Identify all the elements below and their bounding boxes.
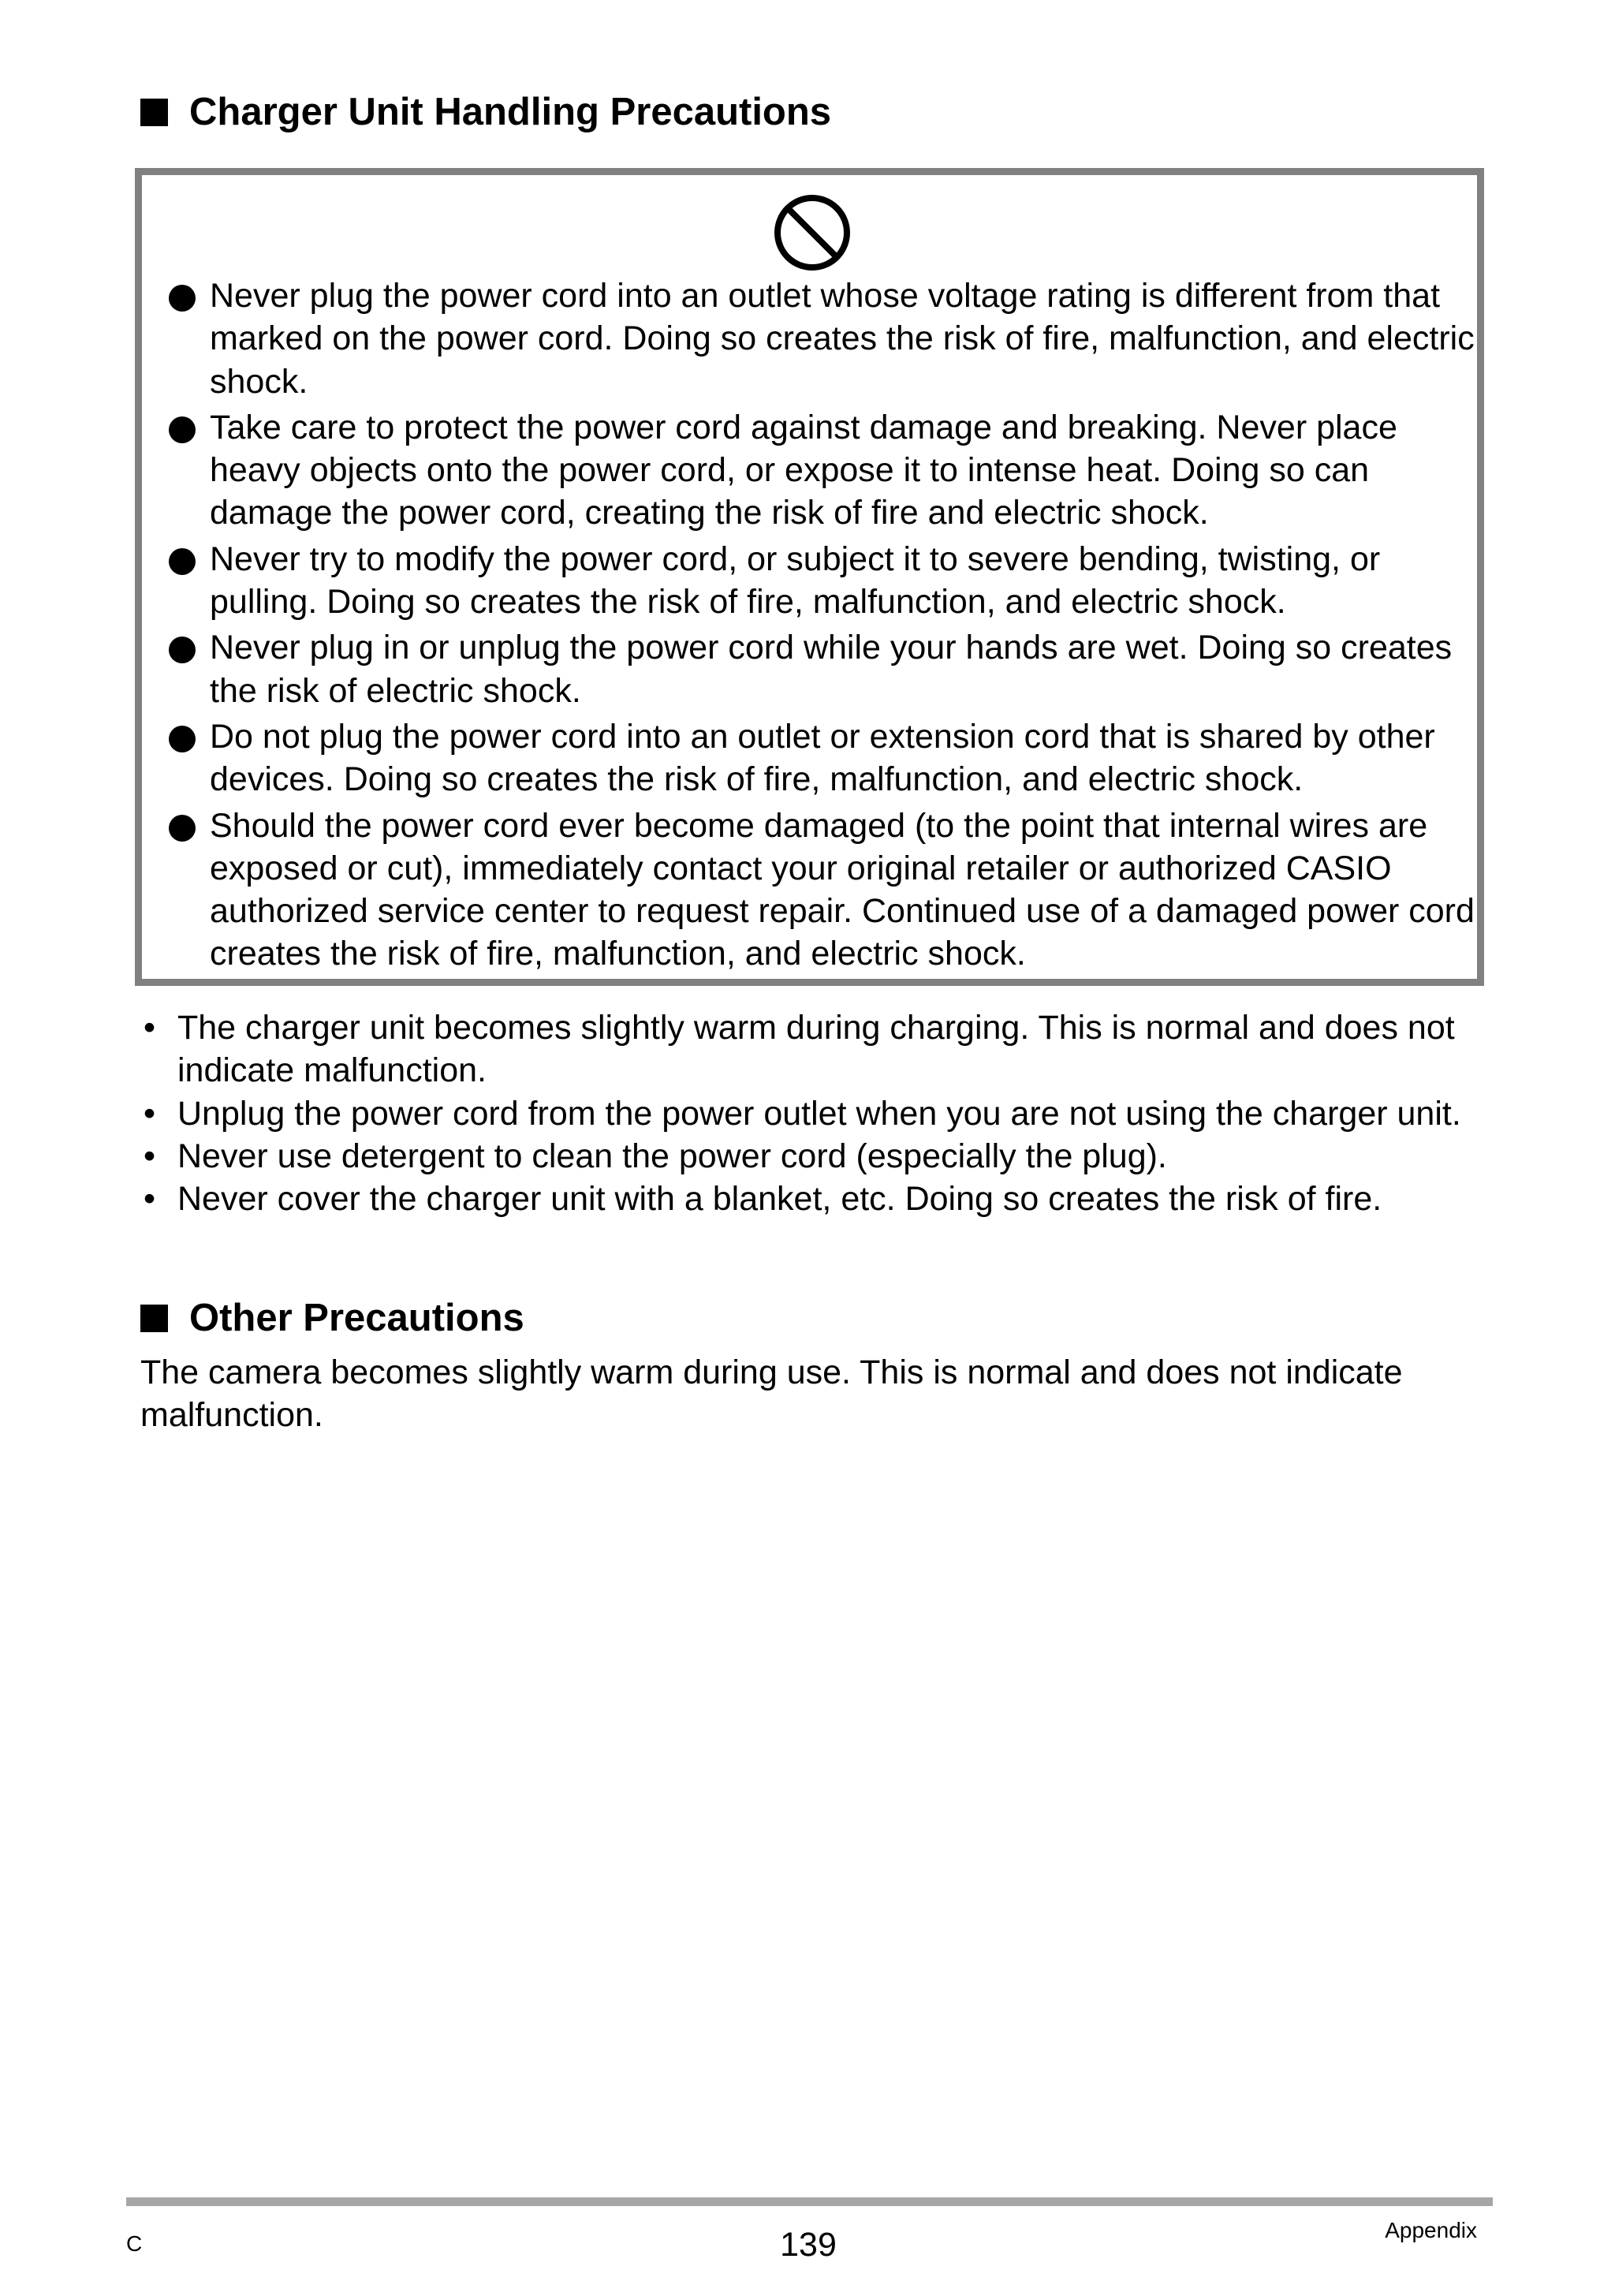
section-heading-charger-unit xyxy=(140,93,831,132)
section-heading-other-precautions xyxy=(140,1299,524,1338)
section-heading-text: Charger Unit Handling Precautions xyxy=(189,91,832,133)
warning-item xyxy=(169,715,1478,801)
warning-text: Never try to modify the power cord, or subject it to severe bending, twisting, or pulling. Doing so creates the risk of fire, malfunction, and electric shock. xyxy=(210,539,1381,622)
round-bullet-icon xyxy=(169,815,196,842)
square-bullet-icon xyxy=(140,99,168,126)
note-item xyxy=(140,1092,1497,1135)
warning-text: Do not plug the power cord into an outlet or extension cord that is shared by other devices. Doing so creates the risk of fire, malfunction, and electric shock. xyxy=(210,717,1435,799)
note-text: Unplug the power cord from the power outlet when you are not using the charger unit. xyxy=(177,1094,1461,1133)
section-heading-text: Other Precautions xyxy=(189,1297,524,1339)
warning-item xyxy=(169,626,1478,712)
footer-language-code: C xyxy=(126,2231,143,2256)
note-text: Never cover the charger unit with a blanket, etc. Doing so creates the risk of fire. xyxy=(177,1180,1382,1219)
warning-item xyxy=(169,274,1478,403)
small-bullet-icon: • xyxy=(144,1180,156,1219)
note-text: The charger unit becomes slightly warm during charging. This is normal and does not indicate malfunction. xyxy=(177,1009,1455,1090)
note-item xyxy=(140,1135,1497,1178)
small-bullet-icon: • xyxy=(144,1094,156,1133)
warning-text: Never plug the power cord into an outlet whose voltage rating is different from that marked on the power cord. Doing so creates the risk of fire, malfunction, and electric shock. xyxy=(210,277,1475,401)
other-precautions-text: The camera becomes slightly warm during use. This is normal and does not indicate malfunction. xyxy=(140,1353,1403,1435)
note-list xyxy=(140,1006,1497,1220)
warning-item xyxy=(169,805,1478,976)
warning-box xyxy=(135,168,1484,986)
round-bullet-icon xyxy=(169,637,196,663)
note-item xyxy=(140,1006,1497,1092)
round-bullet-icon xyxy=(169,548,196,575)
note-text: Never use detergent to clean the power cord (especially the plug). xyxy=(177,1137,1167,1175)
warning-text: Should the power cord ever become damaged (to the point that internal wires are exposed or cut), immediately contact your original retailer or authorized CASIO authorized service center to request repair. Continued use of a damaged power cord creates the risk of fire, malfunction, and electric shock. xyxy=(210,806,1475,973)
footer-section-name: Appendix xyxy=(1385,2218,1477,2242)
round-bullet-icon xyxy=(169,726,196,752)
round-bullet-icon xyxy=(169,416,196,443)
footer-rule xyxy=(126,2197,1493,2206)
warning-text: Take care to protect the power cord against damage and breaking. Never place heavy objects onto the power cord, or expose it to intense heat. Doing so can damage the power cord, creating the risk of fire and electric shock. xyxy=(210,408,1397,532)
page-number: 139 xyxy=(780,2226,837,2264)
warning-text: Never plug in or unplug the power cord while your hands are wet. Doing so creates the risk of electric shock. xyxy=(210,629,1453,710)
warning-item xyxy=(169,538,1478,624)
warning-list xyxy=(169,274,1478,979)
small-bullet-icon: • xyxy=(144,1009,156,1047)
square-bullet-icon xyxy=(140,1305,168,1332)
prohibition-icon xyxy=(773,193,852,272)
round-bullet-icon xyxy=(169,285,196,312)
note-item xyxy=(140,1178,1497,1220)
warning-item xyxy=(169,406,1478,535)
small-bullet-icon: • xyxy=(144,1137,156,1175)
